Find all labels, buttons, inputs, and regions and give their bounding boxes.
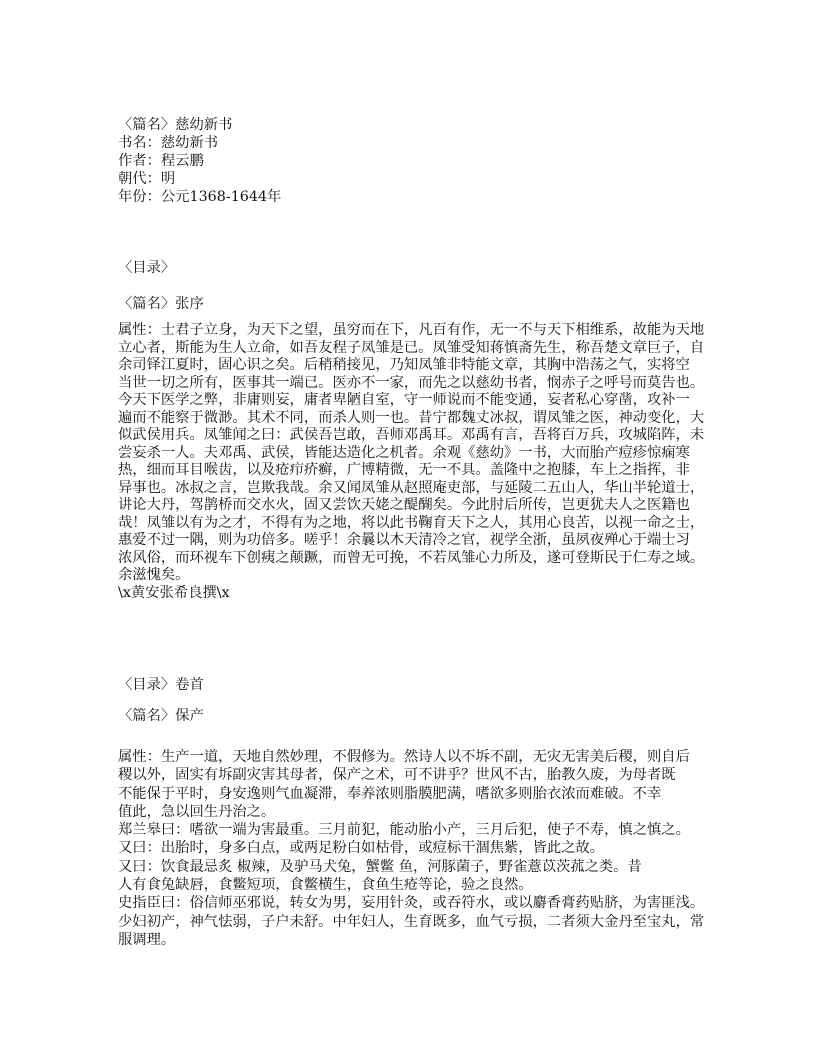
text-line: 惠爱不过一隅，则为功倍多。嗟乎！余曩以木天清冷之官，视学全浙，虽夙夜殚心于端士习 bbox=[118, 532, 690, 548]
text-line: 今天下医学之弊，非庸则妄，庸者卑陋自室，守一师说而不能变通，妄者私心穿凿，攻补一 bbox=[118, 392, 690, 408]
section-title: 〈篇名〉保产 bbox=[118, 708, 204, 724]
text-line: 不能保于平时，身安逸则气血凝滞，奉养浓则脂膜肥满，嗜欲多则胎衣浓而难破。不幸 bbox=[118, 785, 662, 802]
text-line: 余司铎江夏时，固心识之矣。后稍稍接见，乃知凤雏非特能文章，其胸中浩荡之气，实将空 bbox=[118, 357, 690, 373]
text-line: 少妇初产，神气怯弱，子户未舒。中年妇人，生育既多，血气亏损，二者须大金丹至宝丸，常 bbox=[118, 913, 705, 930]
text-line: 热，细而耳目喉齿，以及疮疖疥癣，广博精微，无一不具。盖隆中之抱膝，车上之指挥，非 bbox=[118, 462, 690, 478]
text-line: 值此，急以回生丹治之。 bbox=[118, 803, 276, 820]
text-line: 哉！凤雏以有为之才，不得有为之地，将以此书鞠育天下之人，其用心良苦，以视一命之士， bbox=[118, 514, 705, 531]
section-title: 〈篇名〉张序 bbox=[118, 296, 204, 312]
text-line: 尝妄杀一人。夫邓禹、武侯，皆能达造化之机者。余观《慈幼》一书，大而胎产痘疹惊痫寒 bbox=[118, 444, 690, 461]
text-line: 讲论大丹，驾鹊桥而交水火，固又尝饮天姥之醍醐矣。今此肘后所传，岂更犹夫人之医籍也 bbox=[118, 497, 690, 513]
section-title-zhangxu bbox=[118, 296, 718, 314]
years: 年份：公元1368-1644年 bbox=[118, 189, 282, 205]
header-title: 〈篇名〉慈幼新书 bbox=[118, 117, 233, 133]
text-line: 属性：士君子立身，为天下之望，虽穷而在下，凡百有作，无一不与天下相维系，故能为天地 bbox=[118, 322, 705, 338]
toc-heading-2 bbox=[118, 677, 718, 695]
text-line: 属性：生产一道，天地自然妙理，不假修为。然诗人以不坼不副，无灾无害美后稷，则自后 bbox=[118, 749, 690, 765]
text-line: 立心者，斯能为生人立命，如吾友程子凤雏是已。凤雏受知蒋慎斋先生，称吾楚文章巨子，自 bbox=[118, 339, 705, 356]
toc-heading-1 bbox=[118, 260, 718, 278]
text-line: 又曰：出胎时，身多白点，或两足粉白如枯骨，或痘标干涸焦紫，皆此之故。 bbox=[118, 840, 605, 857]
text-line: \x黄安张希良撰\x bbox=[118, 584, 230, 601]
section-body-baochan bbox=[118, 748, 718, 949]
toc-label: 〈目录〉卷首 bbox=[118, 677, 204, 693]
text-line: 史指臣曰：俗信师巫邪说，转女为男，妄用针灸，或吞符水，或以麝香膏药贴脐，为害匪浅。 bbox=[118, 895, 705, 912]
section-title-baochan bbox=[118, 708, 718, 726]
section-body-zhangxu bbox=[118, 322, 718, 602]
author: 作者：程云鹏 bbox=[118, 153, 204, 169]
text-line: 余滋愧矣。 bbox=[118, 567, 190, 583]
text-line: 似武侯用兵。凤雏闻之曰：武侯吾岂敢，吾师邓禹耳。邓禹有言，吾将百万兵，攻城陷阵，未 bbox=[118, 427, 705, 443]
text-line: 稷以外，固实有坼副灾害其母者，保产之术，可不讲乎？世风不古，胎教久废，为母者既 bbox=[118, 767, 676, 784]
text-line: 人有食兔缺唇，食鳖短项，食鳖横生，食鱼生疮等论，验之良然。 bbox=[118, 877, 533, 894]
text-line: 浓风俗，而环视车下创痍之颠蹶，而曾无可挽，不若凤雏心力所及，遂可登斯民于仁寿之域。 bbox=[118, 549, 705, 566]
book-name: 书名：慈幼新书 bbox=[118, 135, 219, 151]
text-line: 当世一切之所有，医事其一端已。医亦不一家，而先之以慈幼书者，悯赤子之呼号而莫告也。 bbox=[118, 374, 705, 391]
text-line: 遍而不能察于微渺。其术不同，而杀人则一也。昔宁都魏丈冰叔，谓凤雏之医，神动变化，大 bbox=[118, 409, 705, 426]
toc-label: 〈目录〉 bbox=[118, 260, 176, 276]
text-line: 服调理。 bbox=[118, 931, 176, 948]
text-line: 又曰：饮食最忌炙 椒辣，及驴马犬兔，蟹鳖 鱼，河豚菌子，野雀薏苡茨菰之类。昔 bbox=[118, 858, 642, 875]
text-line: 异事也。冰叔之言，岂欺我哉。余又闻凤雏从赵照庵吏部，与延陵二五山人，华山半轮道士， bbox=[118, 479, 705, 496]
text-line: 郑兰皋曰：嗜欲一端为害最重。三月前犯，能动胎小产，三月后犯，使子不寿，慎之慎之。 bbox=[118, 822, 690, 839]
book-metadata bbox=[118, 116, 718, 206]
dynasty: 朝代：明 bbox=[118, 171, 176, 187]
